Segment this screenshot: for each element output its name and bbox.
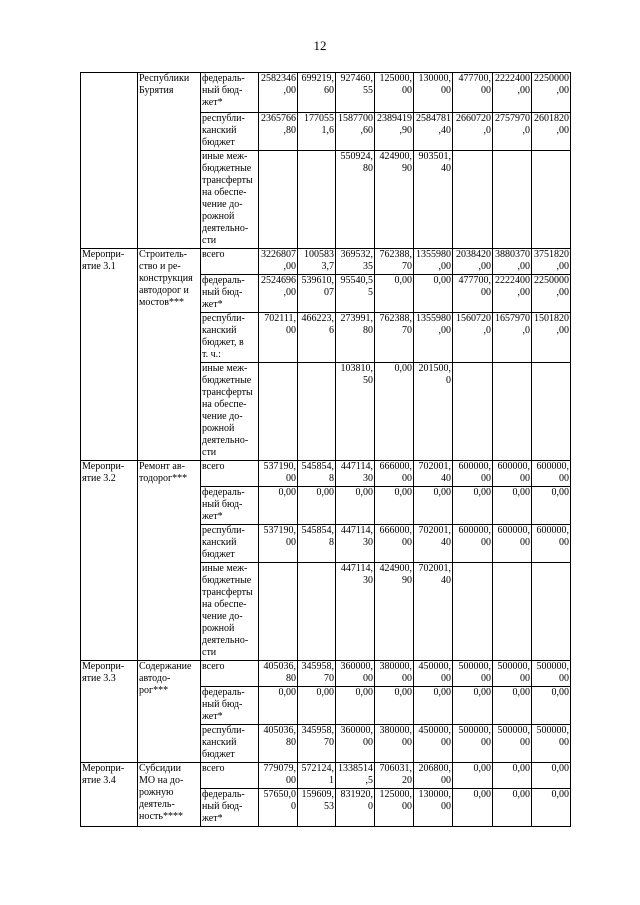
value-cell: 1355980 ,00 <box>414 249 453 275</box>
value-cell: 539610, 07 <box>298 275 336 313</box>
measure-name-cell: Субсидии МО на до- рожную деятель- ность**** <box>138 763 201 827</box>
value-cell: 1560720 ,0 <box>453 313 493 363</box>
value-cell: 0,00 <box>493 487 532 525</box>
table-row <box>81 763 571 789</box>
value-cell: 0,00 <box>532 763 571 789</box>
value-cell <box>532 563 571 661</box>
funding-source-cell: федераль- ный бюд- жет* <box>201 789 259 827</box>
value-cell: 0,00 <box>532 789 571 827</box>
value-cell: 2584781 ,40 <box>414 113 453 151</box>
funding-source-cell: федераль- ный бюд- жет* <box>201 687 259 725</box>
value-cell: 177055 1,6 <box>298 113 336 151</box>
value-cell: 0,00 <box>493 789 532 827</box>
value-cell: 360000, 00 <box>336 725 375 763</box>
measure-cell: Меропри- ятие 3.1 <box>81 249 138 461</box>
value-cell: 0,00 <box>532 687 571 725</box>
value-cell: 3880370 ,00 <box>493 249 532 275</box>
value-cell: 1355980 ,00 <box>414 313 453 363</box>
value-cell: 345958, 70 <box>298 725 336 763</box>
value-cell <box>453 151 493 249</box>
value-cell: 0,00 <box>414 687 453 725</box>
value-cell: 2660720 ,0 <box>453 113 493 151</box>
value-cell: 380000, 00 <box>375 661 414 687</box>
value-cell: 0,00 <box>259 687 298 725</box>
value-cell: 57650,0 0 <box>259 789 298 827</box>
value-cell: 779079, 00 <box>259 763 298 789</box>
measure-name-cell: Содержание автодо- рог*** <box>138 661 201 763</box>
measure-cell: Меропри- ятие 3.2 <box>81 461 138 661</box>
value-cell: 159609, 53 <box>298 789 336 827</box>
value-cell: 125000, 00 <box>375 73 414 113</box>
value-cell: 405036, 80 <box>259 725 298 763</box>
value-cell <box>532 151 571 249</box>
value-cell: 447114, 30 <box>336 563 375 661</box>
value-cell: 380000, 00 <box>375 725 414 763</box>
value-cell: 1587700 ,60 <box>336 113 375 151</box>
measure-cell: Меропри- ятие 3.4 <box>81 763 138 827</box>
value-cell: 477700, 00 <box>453 73 493 113</box>
budget-table <box>80 72 571 827</box>
value-cell: 545854, 8 <box>298 525 336 563</box>
value-cell: 500000, 00 <box>493 725 532 763</box>
funding-source-cell: всего <box>201 661 259 687</box>
value-cell <box>532 363 571 461</box>
measure-cell <box>81 73 138 249</box>
measure-cell: Меропри- ятие 3.3 <box>81 661 138 763</box>
value-cell <box>493 563 532 661</box>
value-cell: 2222400 ,00 <box>493 73 532 113</box>
funding-source-cell: республи- канский бюджет <box>201 525 259 563</box>
value-cell: 0,00 <box>375 275 414 313</box>
value-cell: 95540,5 5 <box>336 275 375 313</box>
value-cell: 600000, 00 <box>453 525 493 563</box>
value-cell: 2250000 ,00 <box>532 73 571 113</box>
value-cell: 0,00 <box>298 687 336 725</box>
value-cell: 130000, 00 <box>414 789 453 827</box>
funding-source-cell: иные меж- бюджетные трансферты на обеспе- чение до- рожной деятельно- сти <box>201 563 259 661</box>
value-cell <box>259 363 298 461</box>
funding-source-cell: республи- канский бюджет <box>201 113 259 151</box>
value-cell: 0,00 <box>375 687 414 725</box>
measure-name-cell: Республики Бурятия <box>138 73 201 249</box>
value-cell: 0,00 <box>414 487 453 525</box>
value-cell: 201500, 0 <box>414 363 453 461</box>
value-cell: 0,00 <box>453 687 493 725</box>
value-cell: 762388, 70 <box>375 249 414 275</box>
value-cell <box>493 151 532 249</box>
value-cell: 600000, 00 <box>493 525 532 563</box>
value-cell: 2757970 ,0 <box>493 113 532 151</box>
value-cell: 2389419 ,90 <box>375 113 414 151</box>
value-cell: 477700, 00 <box>453 275 493 313</box>
value-cell <box>298 563 336 661</box>
funding-source-cell: всего <box>201 249 259 275</box>
funding-source-cell: всего <box>201 461 259 487</box>
value-cell: 699219, 60 <box>298 73 336 113</box>
value-cell: 702111, 00 <box>259 313 298 363</box>
value-cell: 345958, 70 <box>298 661 336 687</box>
value-cell: 500000, 00 <box>493 661 532 687</box>
value-cell: 0,00 <box>453 789 493 827</box>
value-cell: 702001, 40 <box>414 563 453 661</box>
funding-source-cell: иные меж- бюджетные трансферты на обеспе- чение до- рожной деятельно- сти <box>201 363 259 461</box>
value-cell: 572124, 1 <box>298 763 336 789</box>
value-cell: 600000, 00 <box>532 525 571 563</box>
value-cell: 447114, 30 <box>336 525 375 563</box>
value-cell <box>453 563 493 661</box>
table-row <box>81 73 571 113</box>
value-cell: 903501, 40 <box>414 151 453 249</box>
value-cell: 466223, 6 <box>298 313 336 363</box>
value-cell: 702001, 40 <box>414 525 453 563</box>
value-cell: 2582346 ,00 <box>259 73 298 113</box>
value-cell: 0,00 <box>375 487 414 525</box>
value-cell: 545854, 8 <box>298 461 336 487</box>
funding-source-cell: республи- канский бюджет, в т. ч.: <box>201 313 259 363</box>
page-number: 12 <box>313 38 327 53</box>
value-cell: 0,00 <box>414 275 453 313</box>
value-cell <box>298 151 336 249</box>
table-row <box>81 461 571 487</box>
value-cell: 550924, 80 <box>336 151 375 249</box>
value-cell: 206800, 00 <box>414 763 453 789</box>
table-row <box>81 249 571 275</box>
value-cell: 360000, 00 <box>336 661 375 687</box>
value-cell: 500000, 00 <box>453 725 493 763</box>
value-cell: 2038420 ,00 <box>453 249 493 275</box>
value-cell: 927460, 55 <box>336 73 375 113</box>
funding-source-cell: республи- канский бюджет <box>201 725 259 763</box>
value-cell: 3226807 ,00 <box>259 249 298 275</box>
value-cell: 666000, 00 <box>375 461 414 487</box>
value-cell: 0,00 <box>259 487 298 525</box>
value-cell <box>298 363 336 461</box>
value-cell: 0,00 <box>453 487 493 525</box>
value-cell: 1501820 ,00 <box>532 313 571 363</box>
value-cell: 100583 3,7 <box>298 249 336 275</box>
value-cell <box>453 363 493 461</box>
value-cell: 0,00 <box>453 763 493 789</box>
value-cell: 702001, 40 <box>414 461 453 487</box>
funding-source-cell: федераль- ный бюд- жет* <box>201 275 259 313</box>
funding-source-cell: федераль- ный бюд- жет* <box>201 73 259 113</box>
measure-name-cell: Строитель- ство и ре- конструкция автодорог и мостов*** <box>138 249 201 461</box>
value-cell: 273991, 80 <box>336 313 375 363</box>
value-cell: 600000, 00 <box>453 461 493 487</box>
value-cell: 2601820 ,00 <box>532 113 571 151</box>
value-cell: 500000, 00 <box>532 661 571 687</box>
value-cell: 405036, 80 <box>259 661 298 687</box>
value-cell: 500000, 00 <box>532 725 571 763</box>
value-cell: 424900, 90 <box>375 563 414 661</box>
value-cell: 762388, 70 <box>375 313 414 363</box>
funding-source-cell: иные меж- бюджетные трансферты на обеспе- чение до- рожной деятельно- сти <box>201 151 259 249</box>
value-cell: 0,00 <box>532 487 571 525</box>
value-cell: 130000, 00 <box>414 73 453 113</box>
value-cell: 1338514 ,5 <box>336 763 375 789</box>
value-cell: 0,00 <box>375 363 414 461</box>
value-cell: 500000, 00 <box>453 661 493 687</box>
value-cell: 450000, 00 <box>414 661 453 687</box>
value-cell: 0,00 <box>298 487 336 525</box>
value-cell: 706031, 20 <box>375 763 414 789</box>
value-cell <box>259 563 298 661</box>
value-cell: 537190, 00 <box>259 525 298 563</box>
table-row <box>81 661 571 687</box>
value-cell: 450000, 00 <box>414 725 453 763</box>
value-cell: 0,00 <box>493 763 532 789</box>
value-cell: 0,00 <box>336 487 375 525</box>
value-cell: 0,00 <box>493 687 532 725</box>
value-cell: 2365766 ,80 <box>259 113 298 151</box>
funding-source-cell: федераль- ный бюд- жет* <box>201 487 259 525</box>
value-cell: 3751820 ,00 <box>532 249 571 275</box>
value-cell: 2222400 ,00 <box>493 275 532 313</box>
value-cell: 2250000 ,00 <box>532 275 571 313</box>
value-cell: 831920, 0 <box>336 789 375 827</box>
value-cell: 666000, 00 <box>375 525 414 563</box>
value-cell <box>493 363 532 461</box>
value-cell: 1657970 ,0 <box>493 313 532 363</box>
value-cell: 537190, 00 <box>259 461 298 487</box>
value-cell: 369532, 35 <box>336 249 375 275</box>
value-cell: 2524696 ,00 <box>259 275 298 313</box>
value-cell: 600000, 00 <box>532 461 571 487</box>
value-cell: 0,00 <box>336 687 375 725</box>
value-cell: 600000, 00 <box>493 461 532 487</box>
value-cell: 447114, 30 <box>336 461 375 487</box>
measure-name-cell: Ремонт ав- тодорог*** <box>138 461 201 661</box>
value-cell: 424900, 90 <box>375 151 414 249</box>
value-cell: 125000, 00 <box>375 789 414 827</box>
funding-source-cell: всего <box>201 763 259 789</box>
value-cell: 103810, 50 <box>336 363 375 461</box>
value-cell <box>259 151 298 249</box>
